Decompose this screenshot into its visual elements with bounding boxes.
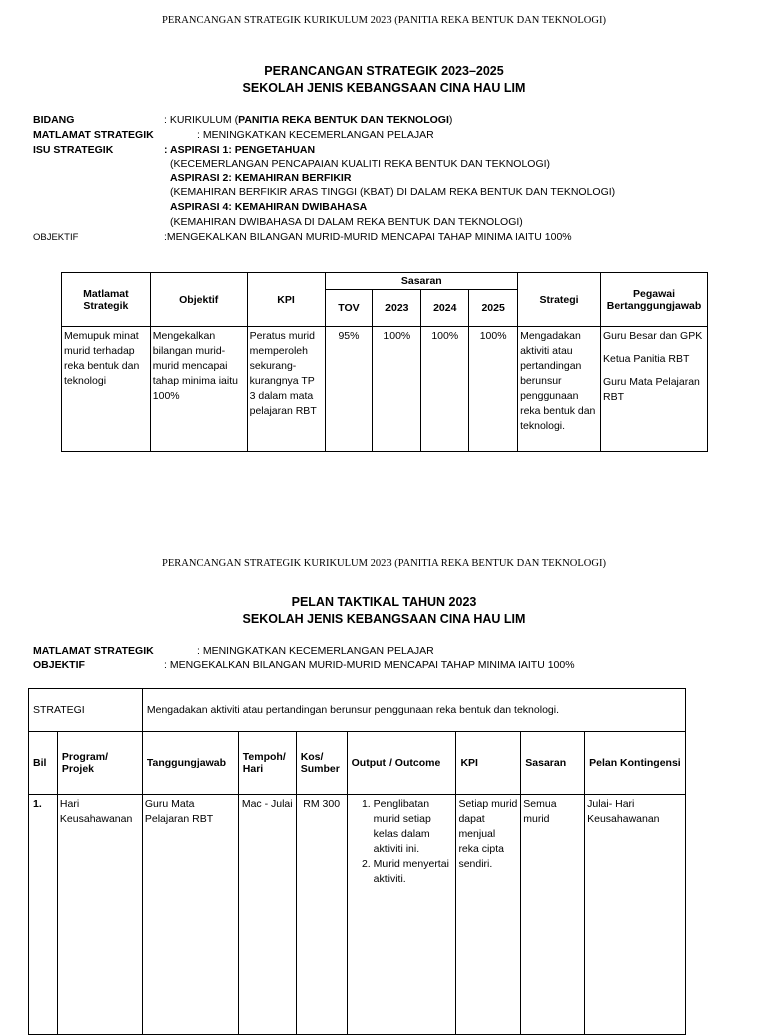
- col-2023-header: 2023: [373, 290, 421, 327]
- col-kos-header: Kos/ Sumber: [296, 732, 347, 795]
- col-sasaran-header: Sasaran: [325, 273, 518, 290]
- cell-kpi: Peratus murid memperoleh sekurang-kurangnya TP 3 dalam mata pelajaran RBT: [249, 330, 317, 417]
- col-matlamat-header: Matlamat Strategik: [62, 273, 151, 327]
- bidang-label: BIDANG: [33, 114, 75, 126]
- table-row: [62, 327, 708, 452]
- col-strategi-header: Strategi: [518, 273, 601, 327]
- aspirasi-2-desc: (KEMAHIRAN BERFIKIR ARAS TINGGI (KBAT) DI DALAM REKA BENTUK DAN TEKNOLOGI): [170, 186, 616, 198]
- col-sasaran-header-2: Sasaran: [521, 732, 585, 795]
- col-2025-header: 2025: [469, 290, 518, 327]
- cell-kpi-2: Setiap murid dapat menjual reka cipta sendiri.: [458, 798, 518, 870]
- output-item-1: 1. Penglibatan murid setiap kelas dalam aktiviti ini.: [374, 797, 454, 857]
- aspirasi-4-desc: (KEMAHIRAN DWIBAHASA DI DALAM REKA BENTUK DAN TEKNOLOGI): [170, 216, 523, 228]
- col-pelan-header: Pelan Kontingensi: [585, 732, 686, 795]
- aspirasi-1: ASPIRASI 1: PENGETAHUAN: [170, 144, 316, 156]
- aspirasi-1-desc: (KECEMERLANGAN PENCAPAIAN KUALITI REKA BENTUK DAN TEKNOLOGI): [170, 158, 551, 170]
- isu-colon: :: [164, 144, 168, 156]
- cell-pelan: Julai- Hari Keusahawanan: [587, 798, 660, 825]
- cell-pegawai-1: Guru Besar dan GPK: [603, 330, 703, 342]
- cell-tempoh: Mac - Julai: [241, 798, 293, 810]
- col-tov-header: TOV: [325, 290, 373, 327]
- cell-bil: 1.: [33, 798, 42, 810]
- cell-2025: 100%: [479, 330, 507, 342]
- running-header-2: PERANCANGAN STRATEGIK KURIKULUM 2023 (PANITIA REKA BENTUK DAN TEKNOLOGI): [162, 558, 606, 569]
- aspirasi-4: ASPIRASI 4: KEMAHIRAN DWIBAHASA: [170, 201, 368, 213]
- cell-tov: 95%: [338, 330, 360, 342]
- col-bil-header: Bil: [29, 732, 58, 795]
- cell-matlamat: Memupuk minat murid terhadap reka bentuk dan teknologi: [64, 330, 140, 387]
- col-objektif-header: Objektif: [150, 273, 247, 327]
- isu-label: ISU STRATEGIK: [33, 144, 114, 156]
- objektif-label-2: OBJEKTIF: [33, 659, 85, 671]
- objektif-label: OBJEKTIF: [33, 232, 79, 243]
- matlamat-label-2: MATLAMAT STRATEGIK: [33, 645, 154, 657]
- strategic-plan-table: [61, 272, 708, 452]
- col-kpi-header: KPI: [247, 273, 325, 327]
- col-tempoh-header: Tempoh/ Hari: [238, 732, 296, 795]
- cell-kos: RM 300: [303, 798, 341, 810]
- page-title: PERANCANGAN STRATEGIK 2023–2025: [264, 64, 504, 78]
- cell-pegawai-3: Guru Mata Pelajaran RBT: [603, 376, 700, 403]
- cell-2024: 100%: [431, 330, 459, 342]
- col-output-header: Output / Outcome: [347, 732, 456, 795]
- col-2024-header: 2024: [421, 290, 469, 327]
- objektif-value: :MENGEKALKAN BILANGAN MURID-MURID MENCAPAI TAHAP MINIMA IAITU 100%: [164, 231, 572, 243]
- page-title-2: PELAN TAKTIKAL TAHUN 2023: [291, 595, 477, 609]
- col-pegawai-header: Pegawai Bertanggungjawab: [601, 273, 708, 327]
- cell-strategi: Mengadakan aktiviti atau pertandingan berunsur penggunaan reka bentuk dan teknologi.: [520, 330, 596, 432]
- cell-pegawai-2: Ketua Panitia RBT: [603, 353, 690, 365]
- matlamat-value: : MENINGKATKAN KECEMERLANGAN PELAJAR: [197, 129, 434, 141]
- col-tanggungjawab-header: Tanggungjawab: [142, 732, 238, 795]
- strategi-label: STRATEGI: [33, 704, 85, 716]
- school-name-2: SEKOLAH JENIS KEBANGSAAN CINA HAU LIM: [242, 612, 526, 626]
- objektif-value-2: : MENGEKALKAN BILANGAN MURID-MURID MENCAPAI TAHAP MINIMA IAITU 100%: [164, 659, 575, 671]
- running-header: PERANCANGAN STRATEGIK KURIKULUM 2023 (PANITIA REKA BENTUK DAN TEKNOLOGI): [162, 15, 606, 26]
- matlamat-label: MATLAMAT STRATEGIK: [33, 129, 154, 141]
- cell-sasaran: Semua murid: [523, 798, 557, 825]
- school-name: SEKOLAH JENIS KEBANGSAAN CINA HAU LIM: [242, 81, 526, 95]
- matlamat-value-2: : MENINGKATKAN KECEMERLANGAN PELAJAR: [197, 645, 434, 657]
- col-kpi-header-2: KPI: [456, 732, 521, 795]
- output-item-2: 2. Murid menyertai aktiviti.: [374, 857, 454, 887]
- cell-program: Hari Keusahawanan: [59, 798, 133, 825]
- aspirasi-2: ASPIRASI 2: KEMAHIRAN BERFIKIR: [170, 172, 352, 184]
- cell-objektif: Mengekalkan bilangan murid-murid mencapai tahap minima iaitu 100%: [152, 330, 238, 402]
- cell-tanggungjawab: Guru Mata Pelajaran RBT: [144, 798, 214, 825]
- table-row: [29, 795, 686, 1035]
- tactical-plan-table: [28, 688, 686, 1035]
- cell-2023: 100%: [383, 330, 411, 342]
- bidang-value: : KURIKULUM (PANITIA REKA BENTUK DAN TEKNOLOGI): [164, 114, 453, 126]
- cell-output: [348, 795, 456, 887]
- strategi-value: Mengadakan aktiviti atau pertandingan berunsur penggunaan reka bentuk dan teknologi.: [146, 704, 559, 716]
- col-program-header: Program/ Projek: [57, 732, 142, 795]
